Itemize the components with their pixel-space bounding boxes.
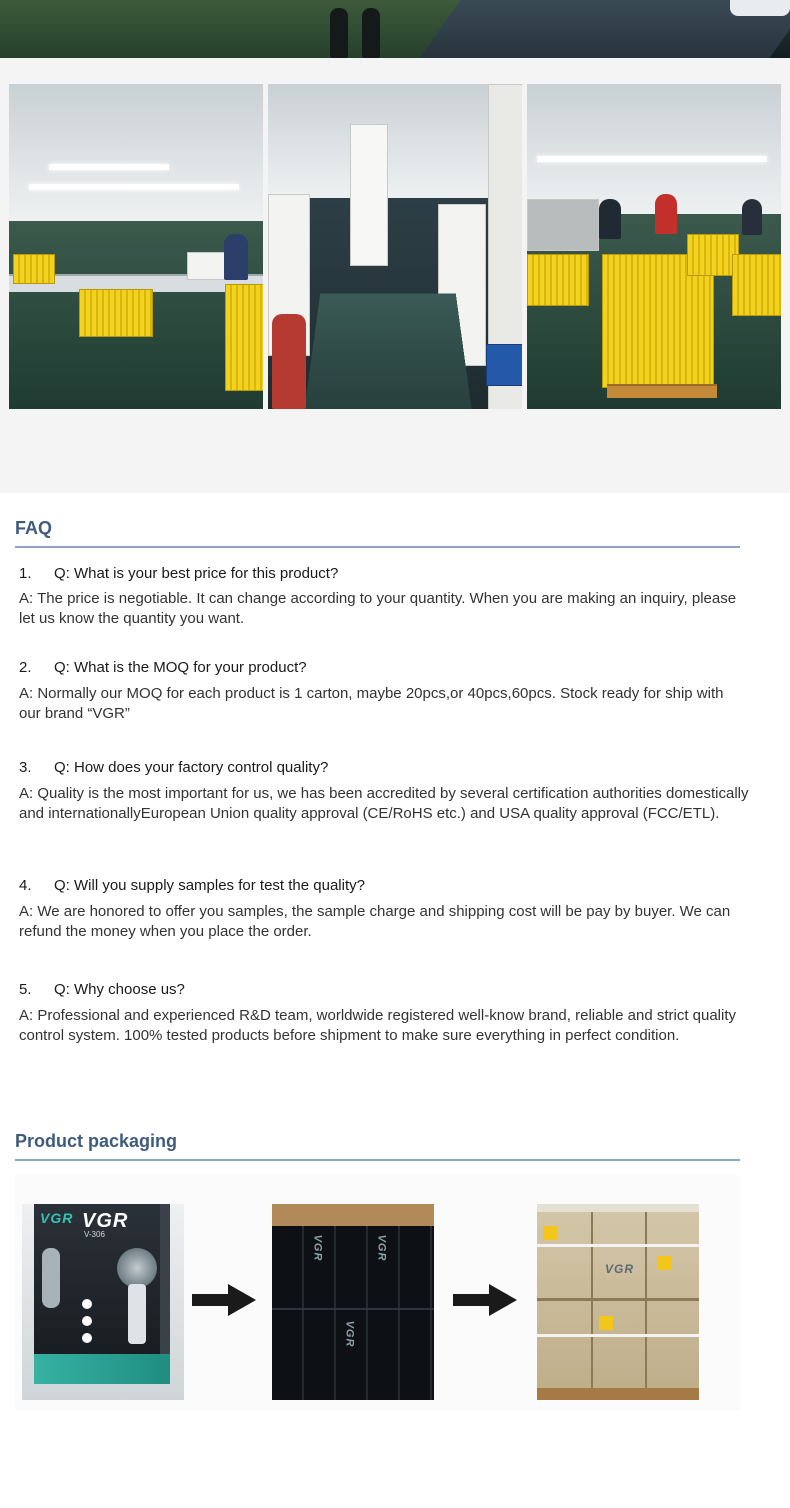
packaging-heading: Product packaging (15, 1131, 178, 1151)
faq-question-text: Q: How does your factory control quality? (54, 759, 329, 776)
retail-box-image (22, 1204, 184, 1400)
faq-answer-1: A: The price is negotiable. It can change according to your quantity. When you are making an inquiry, please let us know the quantity you want. (19, 590, 737, 627)
box-brand-logo: VGR (343, 1320, 356, 1348)
faq-number: 4. (19, 877, 32, 894)
faq-divider (15, 546, 740, 548)
stacked-boxes-image (272, 1204, 434, 1400)
faq-question-text: Q: Why choose us? (54, 981, 185, 998)
faq-answer-5: A: Professional and experienced R&D team, worldwide registered well-know brand, reliable and strict quality control system. 100% tested products before shipment to make sure everything in perfect condition. (19, 1007, 737, 1044)
faq-question-text: Q: What is your best price for this product? (54, 565, 339, 582)
box-brand-logo: VGR (40, 1210, 74, 1226)
faq-answer-4: A: We are honored to offer you samples, the sample charge and shipping cost will be pay by buyer. We can refund the money when you place the order. (19, 903, 731, 940)
arrow-right-icon (192, 1284, 256, 1316)
faq-number: 3. (19, 759, 32, 776)
faq-question-text: Q: Will you supply samples for test the quality? (54, 877, 365, 894)
banner-photo (0, 0, 790, 58)
box-model-label: V-306 (84, 1230, 105, 1239)
faq-question-1 (19, 565, 338, 582)
arrow-right-icon (453, 1284, 517, 1316)
faq-question-3 (19, 759, 328, 776)
faq-question-2 (19, 659, 307, 676)
banner-person-1 (330, 8, 348, 58)
carton-brand-logo: VGR (605, 1262, 635, 1276)
faq-number: 2. (19, 659, 32, 676)
box-brand-logo: VGR (311, 1234, 324, 1262)
faq-question-text: Q: What is the MOQ for your product? (54, 659, 307, 676)
faq-question-5 (19, 981, 185, 998)
faq-number: 1. (19, 565, 32, 582)
faq-question-4 (19, 877, 365, 894)
banner-person-2 (362, 8, 380, 58)
packaging-divider (15, 1159, 740, 1161)
box-brand-logo: VGR (375, 1234, 388, 1262)
palletized-cartons-image (537, 1204, 699, 1400)
factory-photo-1 (9, 84, 263, 409)
banner-car (730, 0, 790, 16)
faq-answer-2: A: Normally our MOQ for each product is 1 carton, maybe 20pcs,or 40pcs,60pcs. Stock ready for ship with our brand “VGR” (19, 685, 724, 722)
faq-heading: FAQ (15, 518, 53, 538)
factory-photo-2 (268, 84, 522, 409)
factory-photo-3 (527, 84, 781, 409)
box-brand-logo-large: VGR (82, 1210, 129, 1232)
faq-answer-3: A: Quality is the most important for us, we has been accredited by several certification authorities domestically and internationallyEuropean Union quality approval (CE/RoHS etc.) and USA quality approval (FCC/ETL). (19, 785, 749, 822)
faq-number: 5. (19, 981, 32, 998)
